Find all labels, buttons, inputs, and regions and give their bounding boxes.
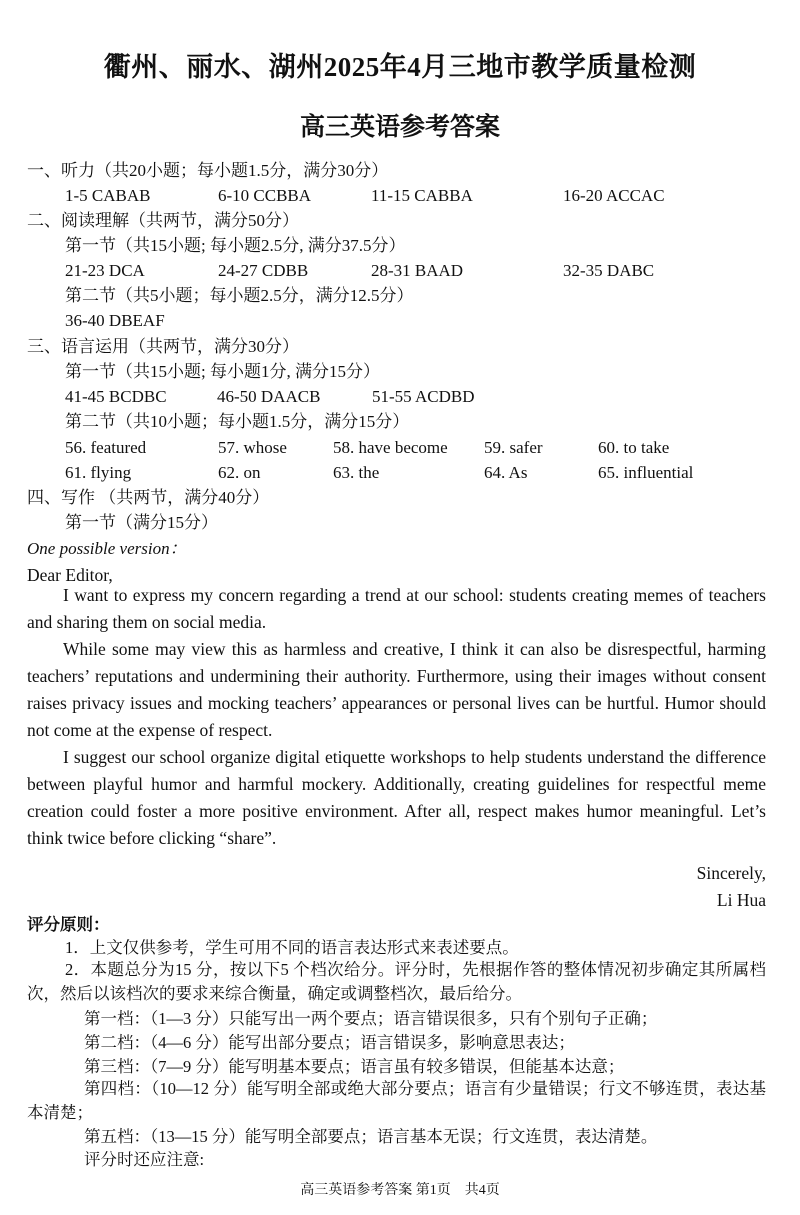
letter-paragraph: I suggest our school organize digital etiquette workshops to help students understand the difference between playful humor and harmful mockery. Additionally, creating guidelines for respectful meme creation could foster a more positive environment. After all, respect makes humor meaningful. Let’s think twice before clicking “share”. <box>27 747 766 848</box>
answer-item: 56. featured <box>65 438 147 457</box>
section-heading-listening: 一、听力（共20小题；每小题1.5分，满分30分） <box>27 161 389 180</box>
answer-group: 11-15 CABBA <box>371 186 473 205</box>
section-heading-language-use: 三、语言运用（共两节，满分30分） <box>27 337 299 356</box>
grading-rule: 1．上文仅供参考，学生可用不同的语言表达形式来表述要点。 <box>65 938 519 957</box>
answer-group: 6-10 CCBBA <box>218 186 312 205</box>
document-subtitle: 高三英语参考答案 <box>299 114 500 141</box>
answer-group: 46-50 DAACB <box>217 387 321 406</box>
answer-group: 28-31 BAAD <box>371 261 464 280</box>
answer-group: 51-55 ACDBD <box>372 387 475 406</box>
subsection-heading: 第二节（共5小题；每小题2.5分，满分12.5分） <box>65 286 414 305</box>
section-heading-writing: 四、写作 （共两节，满分40分） <box>27 488 270 507</box>
subsection-heading: 第二节（共10小题；每小题1.5分，满分15分） <box>65 412 410 431</box>
answer-group: 1-5 CABAB <box>65 186 151 205</box>
grading-level: 第五档：（13—15 分）能写明全部要点；语言基本无误；行文连贯，表达清楚。 <box>84 1127 658 1146</box>
answer-group: 36-40 DBEAF <box>65 311 165 330</box>
sample-label: One possible version： <box>27 539 187 558</box>
subsection-heading: 第一节（共15小题; 每小题1分, 满分15分） <box>65 362 380 381</box>
grading-level: 第二档：（4—6 分）能写出部分要点；语言错误多，影响意思表达； <box>84 1033 575 1052</box>
answer-group: 16-20 ACCAC <box>563 186 665 205</box>
letter-signature: Li Hua <box>716 890 766 910</box>
letter-salutation: Dear Editor, <box>27 565 113 585</box>
answer-item: 57. whose <box>218 438 287 457</box>
letter-paragraph: While some may view this as harmless and creative, I think it can also be disrespectful, harming teachers’ reputations and undermining their authority. Furthermore, using their images without consent raises privacy issues and mocking teachers’ appearances or personal lives can be hurtful. Humor should not come at the expense of respect. <box>27 639 766 740</box>
answer-item: 63. the <box>333 463 380 482</box>
answer-item: 62. on <box>218 463 261 482</box>
answer-item: 59. safer <box>484 438 543 457</box>
grading-note: 评分时还应注意: <box>84 1150 205 1169</box>
subsection-heading: 第一节（共15小题; 每小题2.5分, 满分37.5分） <box>65 236 406 255</box>
grading-heading: 评分原则： <box>27 915 110 934</box>
letter-paragraph: I want to express my concern regarding a trend at our school: students creating memes of teachers and sharing them on social media. <box>27 585 766 632</box>
subsection-heading: 第一节（满分15分） <box>65 513 218 532</box>
answer-group: 32-35 DABC <box>563 261 655 280</box>
grading-level: 第一档：（1—3 分）只能写出一两个要点；语言错误很多，只有个别句子正确； <box>84 1009 658 1028</box>
answer-item: 58. have become <box>333 438 448 457</box>
grading-level: 第四档：（10—12 分）能写明全部或绝大部分要点；语言有少量错误；行文不够连贯，表达基本清楚； <box>27 1079 766 1122</box>
answer-item: 61. flying <box>65 463 132 482</box>
page-footer: 高三英语参考答案 第1页 共4页 <box>300 1183 500 1198</box>
letter-closing: Sincerely, <box>696 863 766 883</box>
grading-rule: 2．本题总分为15 分，按以下5 个档次给分。评分时，先根据作答的整体情况初步确定其所属档次，然后以该档次的要求来综合衡量，确定或调整档次，最后给分。 <box>27 960 766 1003</box>
answer-item: 65. influential <box>598 463 694 482</box>
answer-group: 41-45 BCDBC <box>65 387 167 406</box>
answer-group: 21-23 DCA <box>65 261 145 280</box>
answer-group: 24-27 CDBB <box>218 261 309 280</box>
answer-item: 60. to take <box>598 438 670 457</box>
grading-level: 第三档：（7—9 分）能写明基本要点；语言虽有较多错误，但能基本达意； <box>84 1057 625 1076</box>
section-heading-reading: 二、阅读理解（共两节，满分50分） <box>27 211 299 230</box>
document-title: 衢州、丽水、湖州2025年4月三地市教学质量检测 <box>103 52 697 82</box>
answer-item: 64. As <box>484 463 528 482</box>
